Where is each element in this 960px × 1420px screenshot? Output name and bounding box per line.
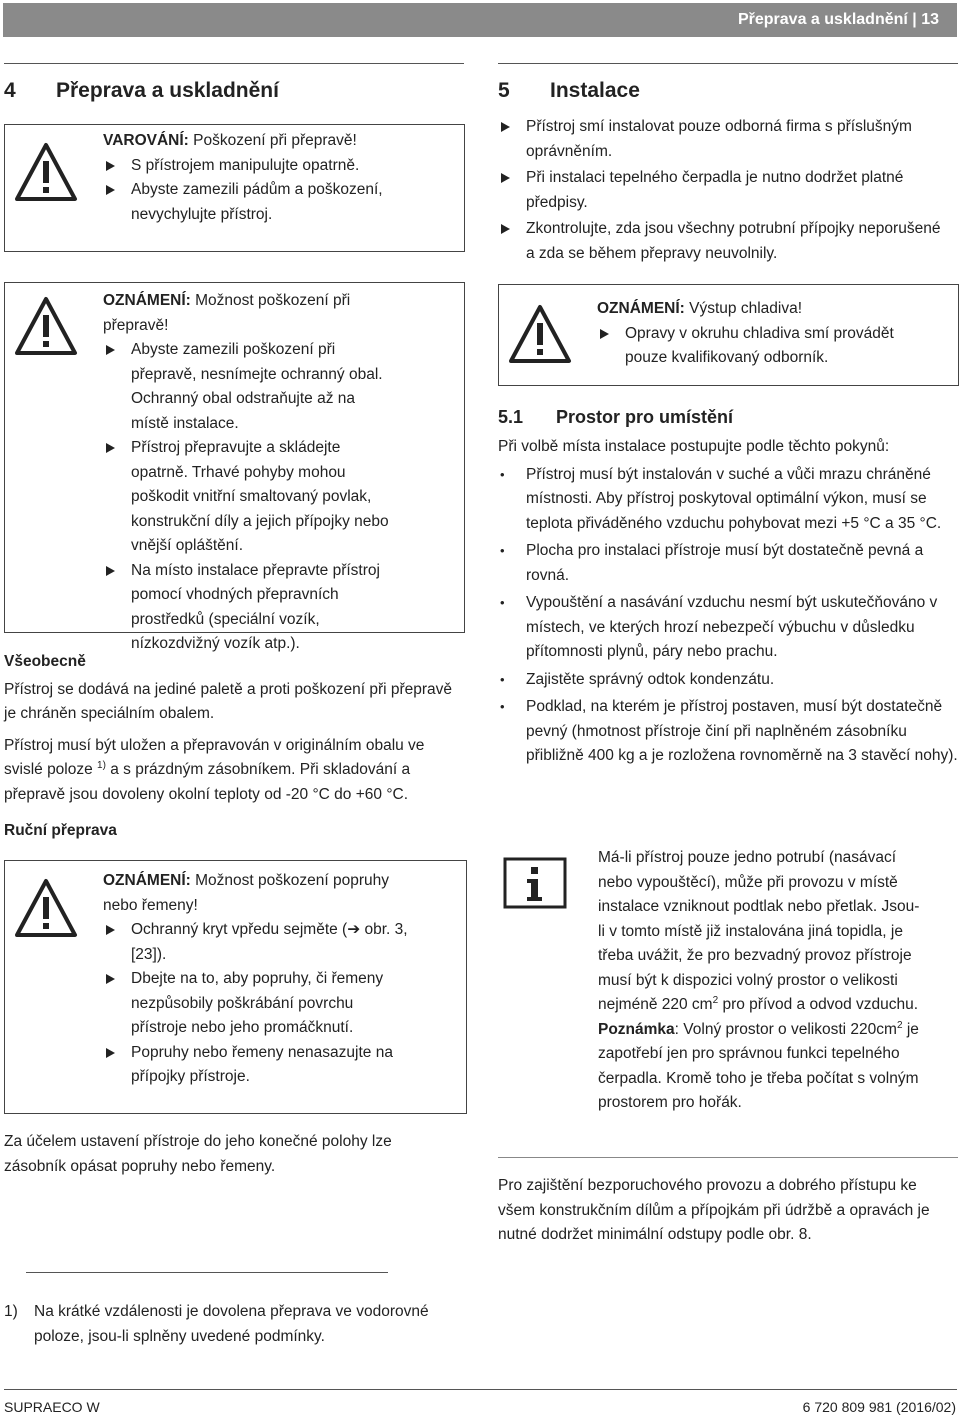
section-5-1-heading [498,405,733,429]
warning-triangle-icon [507,303,573,365]
list-item: Opravy v okruhu chladiva smí provádět pouze kvalifikovaný odborník. [597,322,937,371]
notice-list [103,918,413,1090]
info-paragraph: Má-li přístroj pouze jedno potrubí (nasávací nebo vypouštěcí), může při provozu v místě instalace vzniknout podtlak nebo přetlak. Jsou-li v tomto místě již instalována jiná topidla, je třeba uvážit, že pro bezvadný provoz přístroje musí být k dispozici volný prostor o velikosti nejméně 220 $cm^2$ pro přívod a odvod vzduchu. [598,849,920,1013]
list-item: Přístroj smí instalovat pouze odborná firma s příslušným oprávněním. [498,115,950,164]
warning-triangle-icon [13,877,79,939]
manual-heading: Ruční přeprava [4,822,117,839]
divider [498,1157,958,1158]
list-item: • Vypouštění a nasávání vzduchu nesmí být uskutečňováno v místech, ve kterých hrozí nebezpečí výbuchu v důsledku přítomnosti plynů, páry nebo prachu. [498,591,958,665]
section-number: 4 [4,79,16,102]
list-item: Na místo instalace přepravte přístroj pomocí vhodných přepravních prostředků (speciální vozík, nízkozdvižný vozík atp.). [103,559,393,657]
outro-paragraph: Pro zajištění bezporuchového provozu a dobrého přístupu ke všem konstrukčním dílům a přípojkám při údržbě a opravách je nutné dodržet minimální odstupy podle obr. 8. [498,1177,930,1243]
list-item: S přístrojem manipulujte opatrně. [103,154,458,179]
notice-title: OZNÁMENÍ: Možnost poškození při přepravě! [103,292,351,334]
footnote-mark: 1) [4,1303,18,1320]
footnote [4,1300,464,1349]
notice-list [597,322,937,371]
footer-docnumber: 6 720 809 981 (2016/02) [802,1399,956,1415]
warning-triangle-icon [13,295,79,357]
note-paragraph: Poznámka: Volný prostor o velikosti $220cm^2$ je zapotřebí jen pro správnou funkci tepelného čerpadla. Kromě toho je třeba počítat s volným prostorem pro hořák. [598,1019,919,1111]
list-item: Přístroj přepravujte a skládejte opatrně. Trhavé pohyby mohou poškodit vnitřní smaltovaný povlak, konstrukční díly a jejich přípojky nebo vnější opláštění. [103,436,393,559]
notice-title: OZNÁMENÍ: Možnost poškození popruhy nebo řemeny! [103,872,389,914]
notice-list [103,338,393,657]
notice-title: OZNÁMENÍ: Výstup chladiva! [597,300,803,317]
notice-box [4,282,465,652]
list-item: Abyste zamezili pádům a poškození, nevychylujte přístroj. [103,178,458,227]
list-item: Abyste zamezili poškození při přepravě, nesnímejte ochranný obal. Ochranný obal odstraňujte až na místě instalace. [103,338,393,436]
section-rule [4,63,464,64]
section-4-heading [4,78,279,104]
section-number: 5.1 [498,407,524,427]
info-block [598,846,920,1116]
footer-rule [4,1389,957,1390]
warning-triangle-icon [13,141,79,203]
page-header: Přeprava a uskladnění | 13 [3,3,957,37]
list-item: • Přístroj musí být instalován v suché a vůči mrazu chráněné místnosti. Aby přístroj poskytoval optimální výkon, musí se teplota přiváděného vzduchu pohybovat mezi +5 °C a 35 °C. [498,463,958,537]
intro-paragraph: Při volbě místa instalace postupujte podle těchto pokynů: [498,438,890,455]
list-item: Ochranný kryt vpředu sejměte (➔ obr. 3, [23]). [103,918,413,967]
notice-box [498,284,959,386]
section-title: Instalace [550,79,640,102]
list-item: Dbejte na to, aby popruhy, či řemeny nezpůsobily poškrábání povrchu přístroje nebo jeho promáčknutí. [103,967,413,1041]
general-paragraph: Přístroj musí být uložen a přepravován v originálním obalu ve svislé poloze $^{1)}$ a s prázdným zásobníkem. Při skladování a přepravě jsou dovoleny okolní teploty od -20 °C do +60 °C. [4,736,425,803]
footnote-text: Na krátké vzdálenosti je dovolena přeprava ve vodorovné poloze, jsou-li splněny uvedené podmínky. [34,1303,429,1345]
list-item: • Podklad, na kterém je přístroj postaven, musí být dostatečně pevný (hmotnost přístroje činí při naplněném zásobníku přibližně 400 kg a je rozložena rovnoměrně na 3 stavěcí nohy). [498,695,958,769]
footnote-ref[interactable]: 1) [97,759,106,771]
installation-list [498,115,950,266]
section-rule [498,63,958,64]
info-icon [503,857,567,909]
list-item: • Zajistěte správný odtok kondenzátu. [498,668,958,693]
list-item: Zkontrolujte, zda jsou všechny potrubní přípojky neporušené a zda se během přepravy neuvolnily. [498,217,950,266]
general-heading: Všeobecně [4,653,86,670]
list-item: Popruhy nebo řemeny nenasazujte na přípojky přístroje. [103,1041,413,1090]
footer-product: SUPRAECO W [4,1399,100,1415]
manual-paragraph: Za účelem ustavení přístroje do jeho konečné polohy lze zásobník opásat popruhy nebo řemeny. [4,1133,392,1175]
footnote-rule [26,1272,388,1273]
notice-box [4,860,467,1114]
warning-list [103,154,458,228]
section-number: 5 [498,79,510,102]
section-5-heading [498,78,640,104]
general-paragraph: Přístroj se dodává na jediné paletě a proti poškození při přepravě je chráněn speciálním obalem. [4,680,453,722]
warning-box [4,124,465,252]
section-title: Prostor pro umístění [556,407,734,427]
placement-list [498,463,958,769]
list-item: Při instalaci tepelného čerpadla je nutno dodržet platné předpisy. [498,166,950,215]
section-title: Přeprava a uskladnění [56,79,279,102]
list-item: • Plocha pro instalaci přístroje musí být dostatečně pevná a rovná. [498,539,958,588]
warning-title: VAROVÁNÍ: Poškození při přepravě! [103,132,357,149]
